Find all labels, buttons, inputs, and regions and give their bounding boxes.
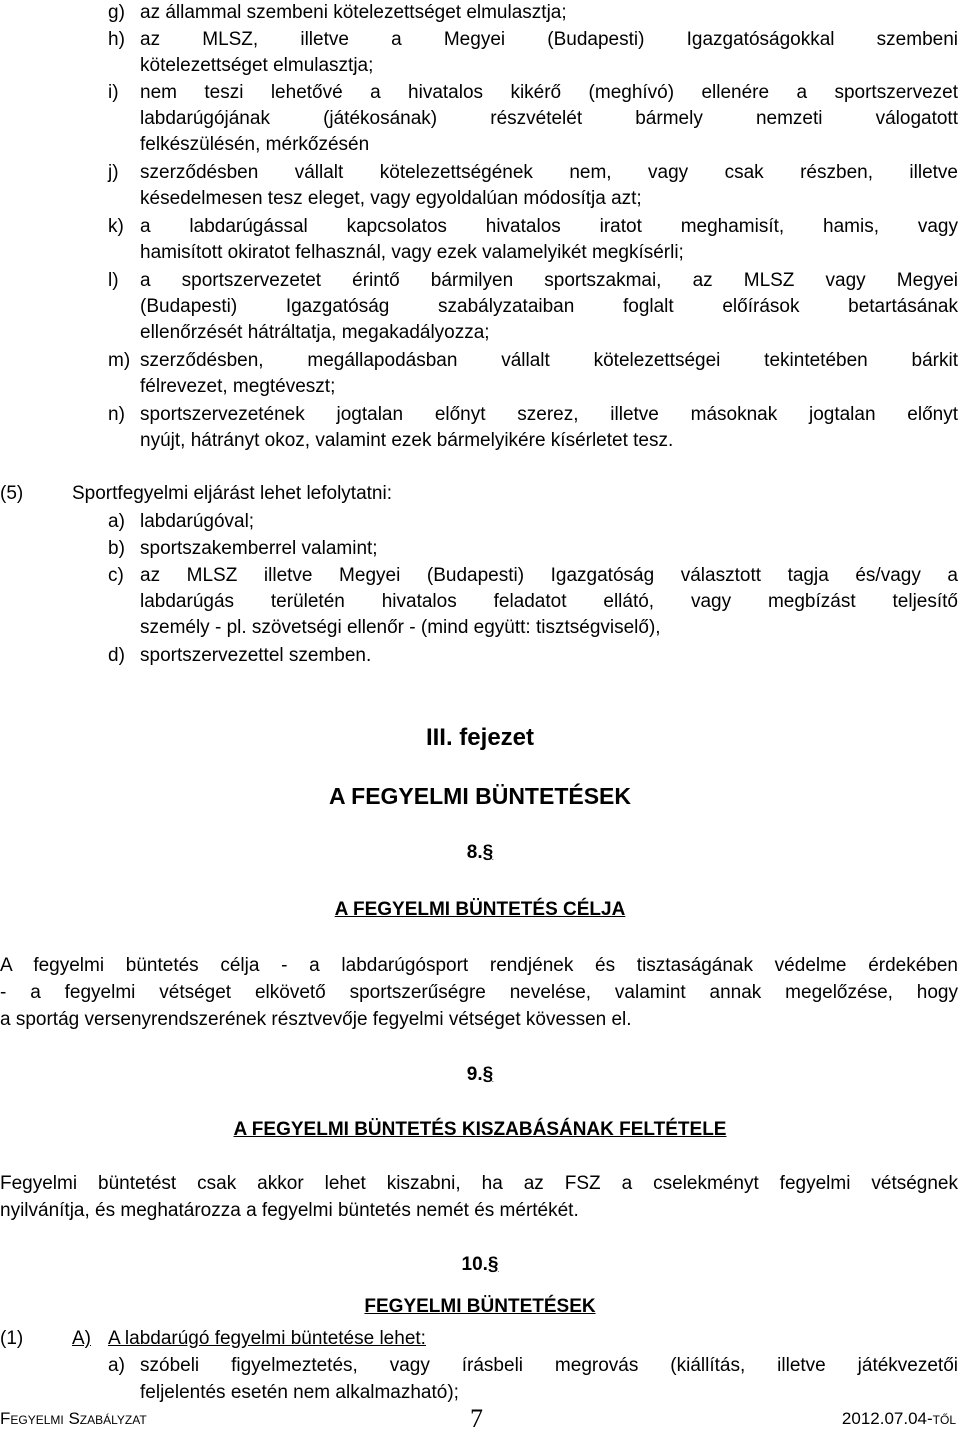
list-item-text: sportszakemberrel valamint;	[140, 538, 378, 559]
list-item-text: félrevezet, megtéveszt;	[140, 376, 336, 397]
paragraph-marker: (5)	[0, 483, 24, 504]
section-title: FEGYELMI BÜNTETÉSEK	[364, 1296, 596, 1317]
list-item-text: feljelentés esetén nem alkalmazható);	[140, 1382, 459, 1403]
list-marker: l)	[108, 270, 119, 291]
list-marker: d)	[108, 645, 125, 666]
list-item-text: szerződésben vállalt kötelezettségének nem, vagy csak részben, illetve	[140, 162, 958, 183]
list-marker: a)	[108, 511, 125, 532]
list-item-text: sportszervezetének jogtalan előnyt szerez, illetve másoknak jogtalan előnyt	[140, 404, 958, 425]
section-title: A FEGYELMI BÜNTETÉS CÉLJA	[334, 899, 626, 920]
list-item-text: a labdarúgással kapcsolatos hivatalos iratot meghamisít, hamis, vagy	[140, 216, 958, 237]
body-line: A fegyelmi büntetés célja - a labdarúgósport rendjének és tisztaságának védelme érdekében	[0, 955, 958, 976]
list-item-text: felkészülésén, mérkőzésén	[140, 134, 370, 155]
list-item-text: hamisított okiratot felhasznál, vagy ezek valamelyikét megkísérli;	[140, 242, 684, 263]
list-item-text: (Budapesti) Igazgatóság szabályzataiban foglalt előírások betartásának	[140, 296, 958, 317]
footer-date: 2012.07.04-től	[841, 1409, 956, 1428]
body-line: a sportág versenyrendszerének résztvevője fegyelmi vétséget kövessen el.	[0, 1009, 632, 1030]
list-item-text: labdarúgójának (játékosának) részvételét bármely nemzeti válogatott	[140, 108, 958, 129]
section-number	[0, 1252, 960, 1278]
list-marker: k)	[108, 216, 124, 237]
section-number-text: 10.	[461, 1254, 488, 1275]
list-marker: g)	[108, 2, 125, 23]
list-marker: n)	[108, 404, 125, 425]
section-number-text: 9.	[466, 1064, 483, 1085]
list-item-text: a sportszervezetet érintő bármilyen sportszakmai, az MLSZ vagy Megyei	[140, 270, 958, 291]
list-item-text: személy - pl. szövetségi ellenőr - (mind együtt: tisztségviselő),	[140, 617, 661, 638]
body-line: nyilvánítja, és meghatározza a fegyelmi büntetés nemét és mértékét.	[0, 1200, 579, 1221]
chapter-title: A FEGYELMI BÜNTETÉSEK	[329, 783, 631, 809]
list-item-text: kötelezettséget elmulasztja;	[140, 55, 374, 76]
list-marker: i)	[108, 82, 119, 103]
section-number	[0, 840, 960, 866]
list-marker: m)	[108, 350, 131, 371]
list-item-text: az állammal szembeni kötelezettséget elmulasztja;	[140, 2, 567, 23]
section-sign: §	[487, 1254, 499, 1275]
list-item-text: késedelmesen tesz eleget, vagy egyoldalúan módosítja azt;	[140, 188, 642, 209]
page-number: 7	[470, 1404, 483, 1433]
list-marker: h)	[108, 29, 125, 50]
list-marker: a)	[108, 1355, 125, 1376]
list-item-text: az MLSZ, illetve a Megyei (Budapesti) Igazgatóságokkal szembeni	[140, 29, 958, 50]
list-item-text: szóbeli figyelmeztetés, vagy írásbeli megrovás (kiállítás, illetve játékvezetői	[140, 1355, 958, 1376]
list-item-text: nem teszi lehetővé a hivatalos kikérő (meghívó) ellenére a sportszervezet	[140, 82, 958, 103]
list-item-text: ellenőrzését hátráltatja, megakadályozza;	[140, 322, 490, 343]
section-number	[0, 1062, 960, 1088]
list-marker: c)	[108, 565, 124, 586]
paragraph-marker: (1)	[0, 1328, 24, 1349]
list-item-text: sportszervezettel szemben.	[140, 645, 372, 666]
list-item-text: az MLSZ illetve Megyei (Budapesti) Igazgatóság választott tagja és/vagy a	[140, 565, 958, 586]
section-title: A FEGYELMI BÜNTETÉS KISZABÁSÁNAK FELTÉTELE	[233, 1119, 727, 1140]
sub-title: A labdarúgó fegyelmi büntetése lehet:	[108, 1328, 426, 1349]
section-sign: §	[482, 842, 494, 863]
list-marker: b)	[108, 538, 125, 559]
list-marker: j)	[108, 162, 119, 183]
paragraph-intro: Sportfegyelmi eljárást lehet lefolytatni:	[72, 483, 392, 504]
sub-marker: A)	[72, 1328, 91, 1349]
footer-title: Fegyelmi Szabályzat	[0, 1409, 147, 1428]
list-item-text: labdarúgás területén hivatalos feladatot ellátó, vagy megbízást teljesítő	[140, 591, 958, 612]
list-item-text: szerződésben, megállapodásban vállalt kötelezettségei tekintetében bárkit	[140, 350, 958, 371]
list-item-text: nyújt, hátrányt okoz, valamint ezek bármelyikére kísérletet tesz.	[140, 430, 674, 451]
list-item-text: labdarúgóval;	[140, 511, 255, 532]
section-sign: §	[482, 1064, 494, 1085]
body-line: Fegyelmi büntetést csak akkor lehet kiszabni, ha az FSZ a cselekményt fegyelmi vétségnek	[0, 1173, 958, 1194]
section-number-text: 8.	[466, 842, 483, 863]
body-line: - a fegyelmi vétséget elkövető sportszerűségre nevelése, valamint annak megelőzése, hogy	[0, 982, 958, 1003]
chapter-number: III. fejezet	[425, 724, 535, 751]
